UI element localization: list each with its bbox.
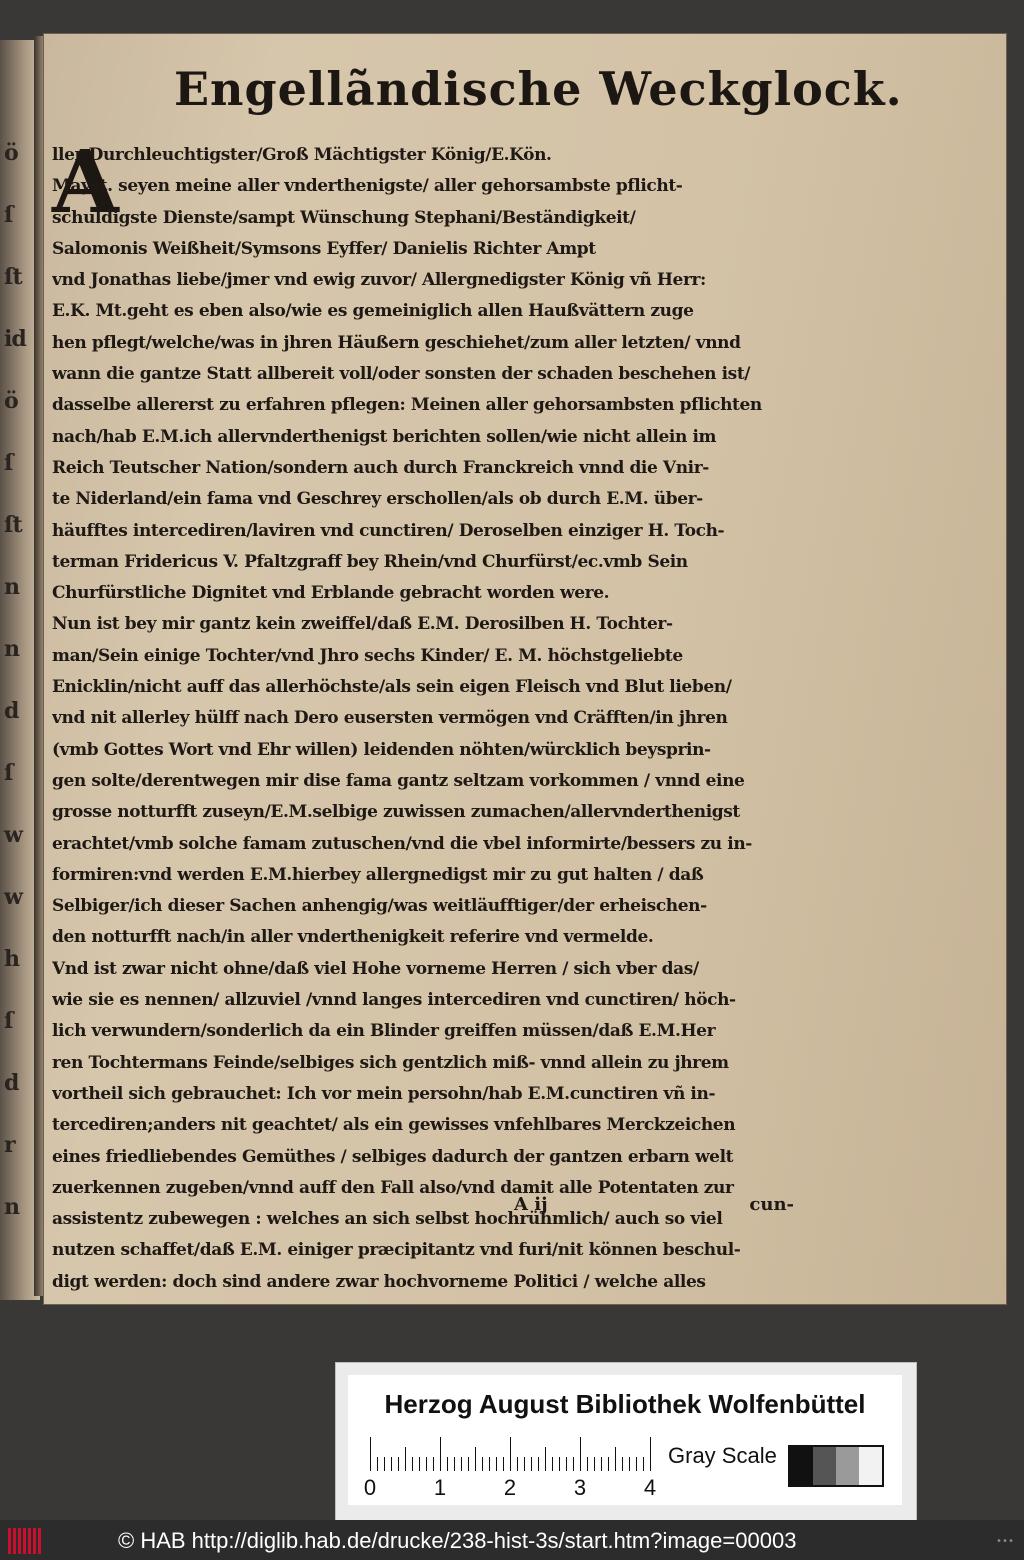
ruler-tick (573, 1457, 574, 1471)
ruler-tick (566, 1457, 567, 1471)
ruler-tick (622, 1457, 623, 1471)
text-line: wann die gantze Statt allbereit voll/oder sonsten der schaden beschehen ist/ (52, 364, 751, 385)
ruler-label: 0 (363, 1475, 377, 1500)
previous-page-fragment: d (4, 698, 19, 724)
ruler-tick (552, 1457, 553, 1471)
footer-bar (0, 1520, 1024, 1560)
color-card (335, 1362, 917, 1520)
text-line: Selbiger/ich dieser Sachen anhengig/was weitläufftiger/der erheischen- (52, 896, 707, 917)
ruler-tick (377, 1457, 378, 1471)
hab-logo-icon (8, 1528, 44, 1554)
text-line: gen solte/derentwegen mir dise fama gantz seltzam vorkommen / vnnd eine (52, 770, 745, 791)
ruler-tick (496, 1457, 497, 1471)
ruler-label: 4 (643, 1475, 657, 1500)
ruler-tick (545, 1447, 546, 1471)
ruler-tick (615, 1447, 616, 1471)
ruler-tick (594, 1457, 595, 1471)
previous-page-fragment: ſ (4, 1008, 13, 1034)
previous-page-fragment: ſ (4, 760, 13, 786)
previous-page-fragment: ſt (4, 512, 22, 538)
text-line: erachtet/vmb solche famam zutuschen/vnd die vbel informirte/bessers zu in- (52, 833, 752, 854)
text-line: Churfürstliche Dignitet vnd Erblande gebracht worden were. (52, 583, 610, 604)
text-line: nach/hab E.M.ich allervnderthenigst berichten sollen/wie nicht allein im (52, 426, 717, 447)
previous-page-fragment: n (4, 574, 19, 600)
previous-page-fragment: d (4, 1070, 19, 1096)
text-line: dasselbe allererst zu erfahren pflegen: Meinen aller gehorsambsten pflichten (52, 395, 762, 416)
text-line: formiren:vnd werden E.M.hierbey allergnedigst mir zu gut halten / daß (52, 864, 704, 885)
ruler-label: 2 (503, 1475, 517, 1500)
signature-line (514, 1194, 794, 1224)
library-name: Herzog August Bibliothek Wolfenbüttel (384, 1389, 866, 1419)
ruler-tick (643, 1457, 644, 1471)
ruler-tick (531, 1457, 532, 1471)
previous-page-fragment: r (4, 1132, 15, 1158)
ruler-tick (433, 1457, 434, 1471)
text-line: terman Fridericus V. Pfaltzgraff bey Rhein/vnd Churfürst/ec.vmb Sein (52, 551, 688, 572)
previous-page-fragment: id (4, 326, 26, 352)
text-line: vnd nit allerley hülff nach Dero eusersten vermögen vnd Cräfften/in jhren (52, 708, 728, 729)
text-line: assistentz zubewegen : welches an sich selbst hochrühmlich/ auch so viel (52, 1209, 723, 1230)
ruler-tick (426, 1457, 427, 1471)
ruler-tick (461, 1457, 462, 1471)
text-line: häufftes intercediren/laviren vnd cunctiren/ Deroselben einziger H. Toch- (52, 520, 725, 541)
text-line: vortheil sich gebrauchet: Ich vor mein persohn/hab E.M.cunctiren vñ in- (52, 1083, 716, 1104)
text-line: (vmb Gottes Wort vnd Ehr willen) leidenden nöhten/würcklich beysprin- (52, 739, 711, 760)
ruler-tick (636, 1457, 637, 1471)
ruler-tick (384, 1457, 385, 1471)
previous-page-fragment: ſ (4, 450, 13, 476)
page-title: Engellãndische Weckglock. (174, 62, 903, 116)
ruler-tick (608, 1457, 609, 1471)
previous-page-fragment: ſ (4, 202, 13, 228)
previous-page-fragment: ö (4, 140, 18, 166)
color-card-inner (348, 1375, 902, 1505)
text-line: den notturfft nach/in aller vnderthenigkeit referire vnd vermelde. (52, 927, 654, 948)
gray-swatch-dark (813, 1447, 836, 1485)
previous-page-fragment: h (4, 946, 19, 972)
signature-mark: A ij (514, 1194, 548, 1215)
ruler-tick (650, 1437, 651, 1471)
footer-dots: ••• (995, 1536, 1014, 1547)
ruler-tick (482, 1457, 483, 1471)
ruler-tick (468, 1457, 469, 1471)
ruler-tick (454, 1457, 455, 1471)
text-line: Reich Teutscher Nation/sondern auch durch Franckreich vnnd die Vnir- (52, 457, 709, 478)
gray-swatch-mid (836, 1447, 859, 1485)
text-line: grosse notturfft zuseyn/E.M.selbige zuwissen zumachen/allervnderthenigst (52, 802, 740, 823)
previous-page-fragment: n (4, 1194, 19, 1220)
previous-page-fragment: ö (4, 388, 18, 414)
text-line: Nun ist bey mir gantz kein zweiffel/daß E.M. Derosilben H. Tochter- (52, 614, 673, 635)
text-line: tercediren;anders nit geachtet/ als ein gewisses vnfehlbares Merckzeichen (52, 1115, 736, 1136)
ruler-tick (370, 1437, 371, 1471)
text-line: E.K. Mt.geht es eben also/wie es gemeiniglich allen Haußvättern zuge (52, 301, 694, 322)
text-line: man/Sein einige Tochter/vnd Jhro sechs Kinder/ E. M. höchstgeliebte (52, 645, 683, 666)
ruler (370, 1435, 650, 1471)
text-line: zuerkennen zugeben/vnnd auff den Fall also/vnd damit alle Potentaten zur (52, 1177, 734, 1198)
text-line: ller Durchleuchtigster/Groß Mächtigster König/E.Kön. (52, 145, 552, 165)
text-line: ren Tochtermans Feinde/selbiges sich gentzlich miß- vnnd allein zu jhrem (52, 1052, 729, 1073)
text-line: eines friedliebendes Gemüthes / selbiges dadurch der gantzen erbarn welt (52, 1146, 734, 1167)
gray-scale-label: Gray Scale (668, 1443, 777, 1468)
ruler-tick (559, 1457, 560, 1471)
footer-copyright-link[interactable]: © HAB http://diglib.hab.de/drucke/238-hist-3s/start.htm?image=00003 (118, 1528, 797, 1553)
text-line: te Niderland/ein fama vnd Geschrey erschollen/als ob durch E.M. über- (52, 489, 703, 510)
text-line: vnd Jonathas liebe/jmer vnd ewig zuvor/ Allergnedigster König vñ Herr: (52, 270, 706, 291)
text-line: lich verwundern/sonderlich da ein Blinder greiffen müssen/daß E.M.Her (52, 1021, 716, 1042)
text-line: Salomonis Weißheit/Symsons Eyffer/ Danielis Richter Ampt (52, 238, 596, 259)
ruler-label: 1 (433, 1475, 447, 1500)
ruler-tick (391, 1457, 392, 1471)
previous-page-fragment: w (4, 884, 22, 910)
gray-swatch-light (859, 1447, 882, 1485)
ruler-tick (419, 1457, 420, 1471)
text-line: wie sie es nennen/ allzuviel /vnnd langes intercediren vnd cunctiren/ höch- (52, 990, 736, 1011)
ruler-labels (363, 1475, 657, 1503)
page (44, 34, 1006, 1304)
ruler-label: 3 (573, 1475, 587, 1500)
catchword: cun- (749, 1194, 794, 1215)
ruler-tick (503, 1457, 504, 1471)
drop-cap: A (52, 132, 119, 233)
ruler-tick (580, 1437, 581, 1471)
ruler-tick (629, 1457, 630, 1471)
text-line: digt werden: doch sind andere zwar hochvorneme Politici / welche alles (52, 1271, 706, 1292)
text-line: nutzen schaffet/daß E.M. einiger præcipitantz vnd furi/nit können beschul- (52, 1240, 741, 1261)
text-line: Vnd ist zwar nicht ohne/daß viel Hohe vorneme Herren / sich vber das/ (52, 958, 699, 979)
previous-page-fragment: ſt (4, 264, 22, 290)
ruler-tick (440, 1437, 441, 1471)
gray-swatch-black (790, 1447, 813, 1485)
ruler-tick (405, 1447, 406, 1471)
ruler-tick (398, 1457, 399, 1471)
previous-page-fragment: w (4, 822, 22, 848)
text-line: Mayst. seyen meine aller vnderthenigste/ aller gehorsambste pflicht- (52, 176, 683, 197)
ruler-tick (489, 1457, 490, 1471)
text-block (52, 132, 796, 1298)
ruler-tick (601, 1457, 602, 1471)
ruler-tick (475, 1447, 476, 1471)
ruler-tick (447, 1457, 448, 1471)
ruler-tick (517, 1457, 518, 1471)
ruler-tick (538, 1457, 539, 1471)
ruler-tick (412, 1457, 413, 1471)
text-line: schuldigste Dienste/sampt Wünschung Stephani/Beständigkeit/ (52, 207, 636, 228)
gray-scale-swatches (788, 1445, 884, 1487)
ruler-tick (587, 1457, 588, 1471)
previous-page-fragment: n (4, 636, 19, 662)
ruler-tick (524, 1457, 525, 1471)
text-line: hen pflegt/welche/was in jhren Häußern geschiehet/zum aller letzten/ vnnd (52, 332, 741, 353)
text-line: Enicklin/nicht auff das allerhöchste/als sein eigen Fleisch vnd Blut lieben/ (52, 677, 732, 698)
ruler-tick (510, 1437, 511, 1471)
